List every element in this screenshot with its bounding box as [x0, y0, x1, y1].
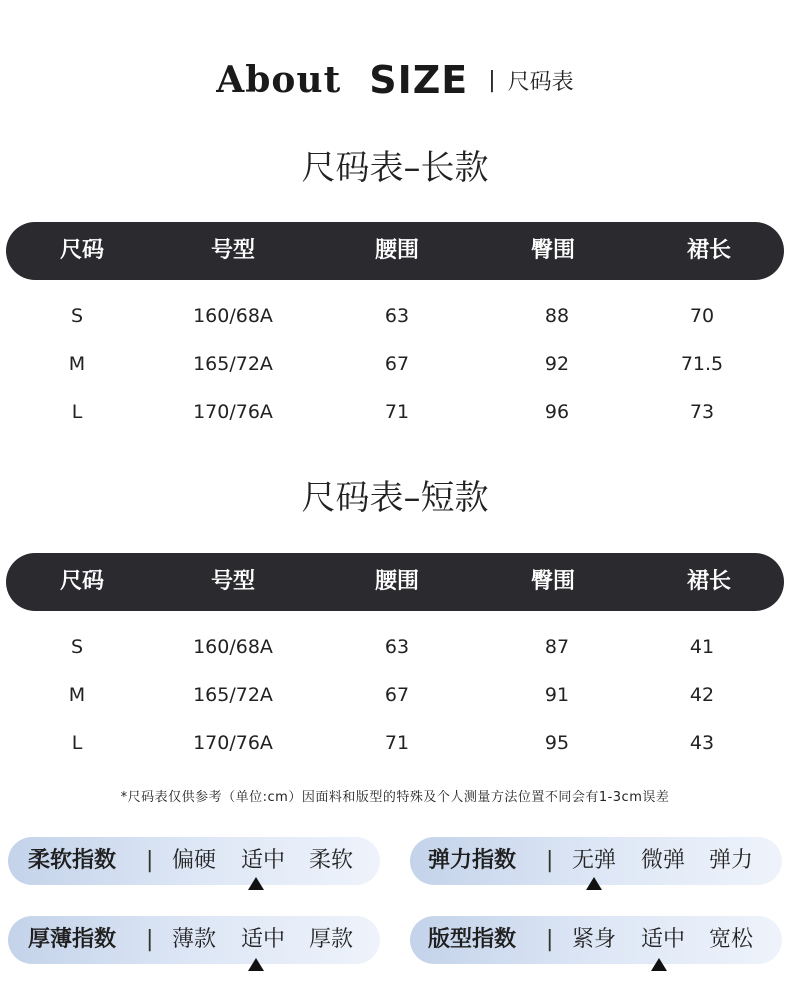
cell-skirt-length: 71.5 — [680, 353, 724, 375]
cell-fit-code: 160/68A — [193, 305, 273, 327]
softness-selected-marker-icon — [248, 877, 264, 890]
pill-separator: | — [546, 848, 554, 873]
column-header-fit-code: 号型 — [210, 569, 256, 594]
fit-option: 紧身 — [571, 927, 617, 952]
cell-fit-code: 165/72A — [193, 353, 273, 375]
cell-size: M — [68, 353, 86, 375]
column-header-hip: 臀围 — [530, 569, 576, 594]
fit-option: 宽松 — [708, 927, 754, 952]
cell-fit-code: 160/68A — [193, 636, 273, 658]
cell-waist: 67 — [384, 684, 410, 706]
cell-hip: 96 — [544, 401, 570, 423]
brand-size-text: SIZE — [369, 58, 469, 102]
cell-skirt-length: 41 — [689, 636, 715, 658]
pill-separator: | — [546, 927, 554, 952]
table-row — [0, 301, 790, 331]
cell-size: S — [70, 305, 84, 327]
cell-fit-code: 170/76A — [193, 732, 273, 754]
measurement-note: *尺码表仅供参考（单位:cm）因面料和版型的特殊及个人测量方法位置不同会有1-3cm误差 — [120, 790, 670, 805]
header-subtitle: 尺码表 — [507, 69, 574, 95]
elasticity-option: 微弹 — [640, 848, 686, 873]
cell-hip: 88 — [544, 305, 570, 327]
thickness-index-pill — [8, 916, 380, 964]
cell-fit-code: 170/76A — [193, 401, 273, 423]
pill-separator: | — [146, 927, 154, 952]
elasticity-index-label: 弹力指数 — [428, 848, 517, 873]
cell-waist: 67 — [384, 353, 410, 375]
softness-option: 适中 — [240, 848, 286, 873]
cell-hip: 91 — [544, 684, 570, 706]
fit-index-pill — [410, 916, 782, 964]
cell-size: M — [68, 684, 86, 706]
column-header-waist: 腰围 — [374, 238, 420, 263]
cell-hip: 95 — [544, 732, 570, 754]
cell-skirt-length: 43 — [689, 732, 715, 754]
column-header-waist: 腰围 — [374, 569, 420, 594]
column-header-size: 尺码 — [59, 569, 105, 594]
cell-size: S — [70, 636, 84, 658]
softness-index-pill — [8, 837, 380, 885]
cell-skirt-length: 42 — [689, 684, 715, 706]
table-row — [0, 680, 790, 710]
thickness-option: 厚款 — [308, 927, 354, 952]
fit-selected-marker-icon — [651, 958, 667, 971]
cell-size: L — [71, 401, 83, 423]
thickness-selected-marker-icon — [248, 958, 264, 971]
softness-option: 偏硬 — [171, 848, 217, 873]
cell-skirt-length: 73 — [689, 401, 715, 423]
thickness-index-label: 厚薄指数 — [28, 927, 117, 952]
cell-skirt-length: 70 — [689, 305, 715, 327]
short-table-header — [6, 553, 784, 611]
cell-hip: 87 — [544, 636, 570, 658]
brand-header — [0, 58, 790, 102]
softness-index-label: 柔软指数 — [28, 848, 117, 873]
table-row — [0, 728, 790, 758]
short-table-title: 尺码表–短款 — [301, 478, 489, 518]
column-header-skirt-length: 裙长 — [686, 569, 732, 594]
thickness-option: 薄款 — [171, 927, 217, 952]
cell-waist: 63 — [384, 305, 410, 327]
cell-waist: 63 — [384, 636, 410, 658]
elasticity-option: 弹力 — [708, 848, 754, 873]
softness-option: 柔软 — [308, 848, 354, 873]
elasticity-option: 无弹 — [571, 848, 617, 873]
brand-about-text: About — [216, 59, 342, 101]
thickness-option: 适中 — [240, 927, 286, 952]
header-separator: | — [488, 67, 496, 93]
column-header-hip: 臀围 — [530, 238, 576, 263]
cell-size: L — [71, 732, 83, 754]
long-table-title: 尺码表–长款 — [301, 148, 489, 188]
cell-hip: 92 — [544, 353, 570, 375]
table-row — [0, 349, 790, 379]
elasticity-selected-marker-icon — [586, 877, 602, 890]
fit-index-label: 版型指数 — [428, 927, 517, 952]
table-row — [0, 397, 790, 427]
cell-waist: 71 — [384, 732, 410, 754]
column-header-skirt-length: 裙长 — [686, 238, 732, 263]
pill-separator: | — [146, 848, 154, 873]
table-row — [0, 632, 790, 662]
fit-option: 适中 — [640, 927, 686, 952]
long-table-header — [6, 222, 784, 280]
column-header-size: 尺码 — [59, 238, 105, 263]
column-header-fit-code: 号型 — [210, 238, 256, 263]
cell-fit-code: 165/72A — [193, 684, 273, 706]
cell-waist: 71 — [384, 401, 410, 423]
